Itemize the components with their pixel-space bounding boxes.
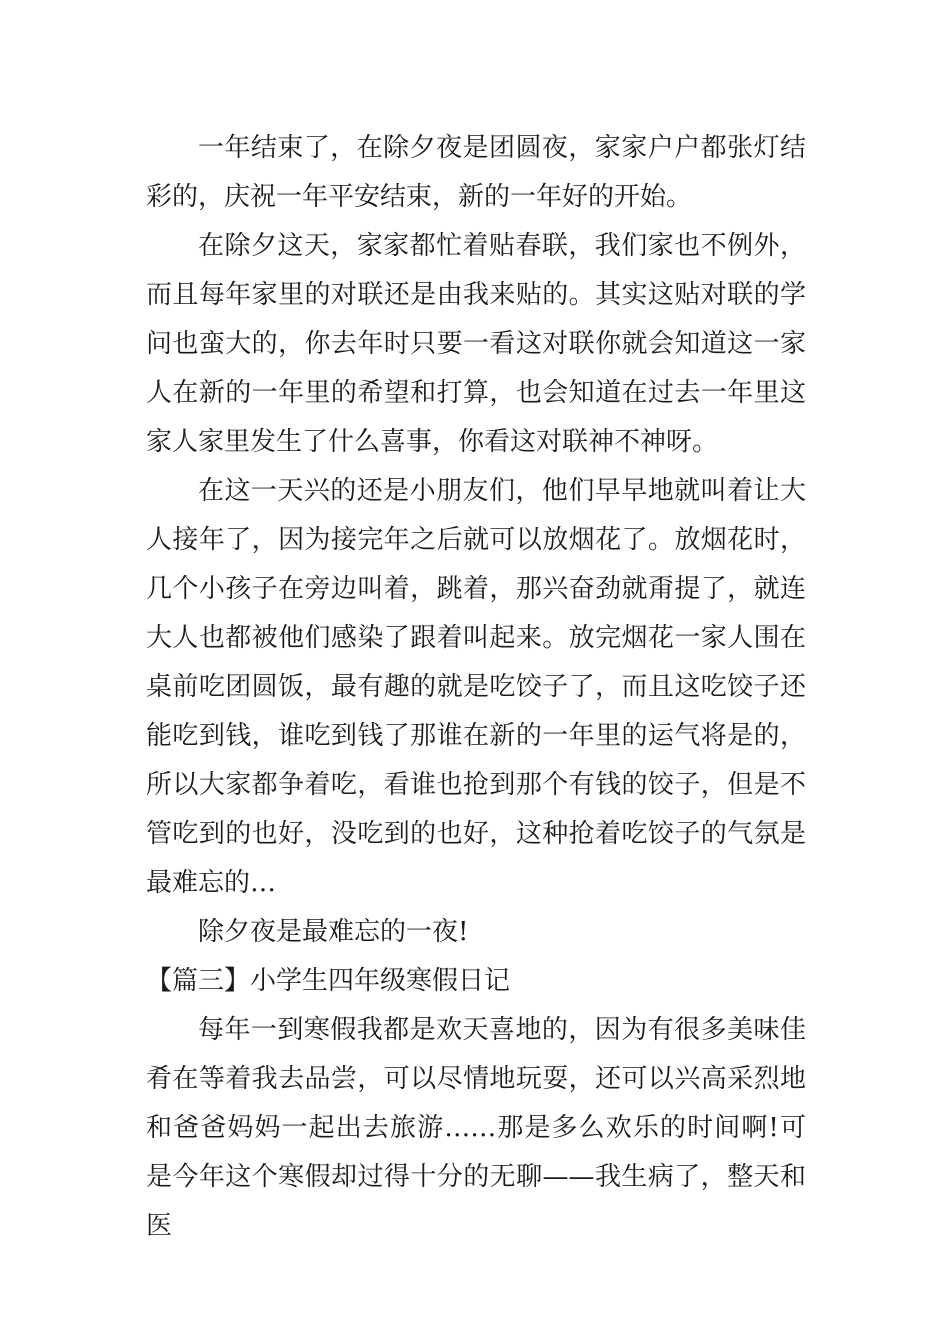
- section-heading: 【篇三】小学生四年级寒假日记: [146, 966, 511, 996]
- paragraph-winter-vacation: 每年一到寒假我都是欢天喜地的，因为有很多美味佳肴在等着我去品尝，可以尽情地玩耍，还可以兴高采烈地和爸爸妈妈一起出去旅游……那是多么欢乐的时间啊!可是今年这个寒假却过得十分的无聊——我生病了，整天和医: [146, 1015, 806, 1241]
- paragraph-new-year-eve: 一年结束了，在除夕夜是团圆夜，家家户户都张灯结彩的，庆祝一年平安结束，新的一年好的开始。: [146, 133, 806, 212]
- document-page: [146, 124, 806, 1251]
- paragraph-fireworks-dumplings: 在这一天兴的还是小朋友们，他们早早地就叫着让大人接年了，因为接完年之后就可以放烟花了。放烟花时，几个小孩子在旁边叫着，跳着，那兴奋劲就甭提了，就连大人也都被他们感染了跟着叫起来。放完烟花一家人围在桌前吃团圆饭，最有趣的就是吃饺子了，而且这吃饺子还能吃到钱，谁吃到钱了那谁在新的一年里的运气将是的，所以大家都争着吃，看谁也抢到那个有钱的饺子，但是不管吃到的也好，没吃到的也好，这种抢着吃饺子的气氛是最难忘的…: [146, 476, 806, 898]
- paragraph-closing-line: 除夕夜是最难忘的一夜!: [198, 917, 469, 947]
- paragraph-couplets: 在除夕这天，家家都忙着贴春联，我们家也不例外，而且每年家里的对联还是由我来贴的。其实这贴对联的学问也蛮大的，你去年时只要一看这对联你就会知道这一家人在新的一年里的希望和打算，也会知道在过去一年里这家人家里发生了什么喜事，你看这对联神不神呀。: [146, 231, 806, 457]
